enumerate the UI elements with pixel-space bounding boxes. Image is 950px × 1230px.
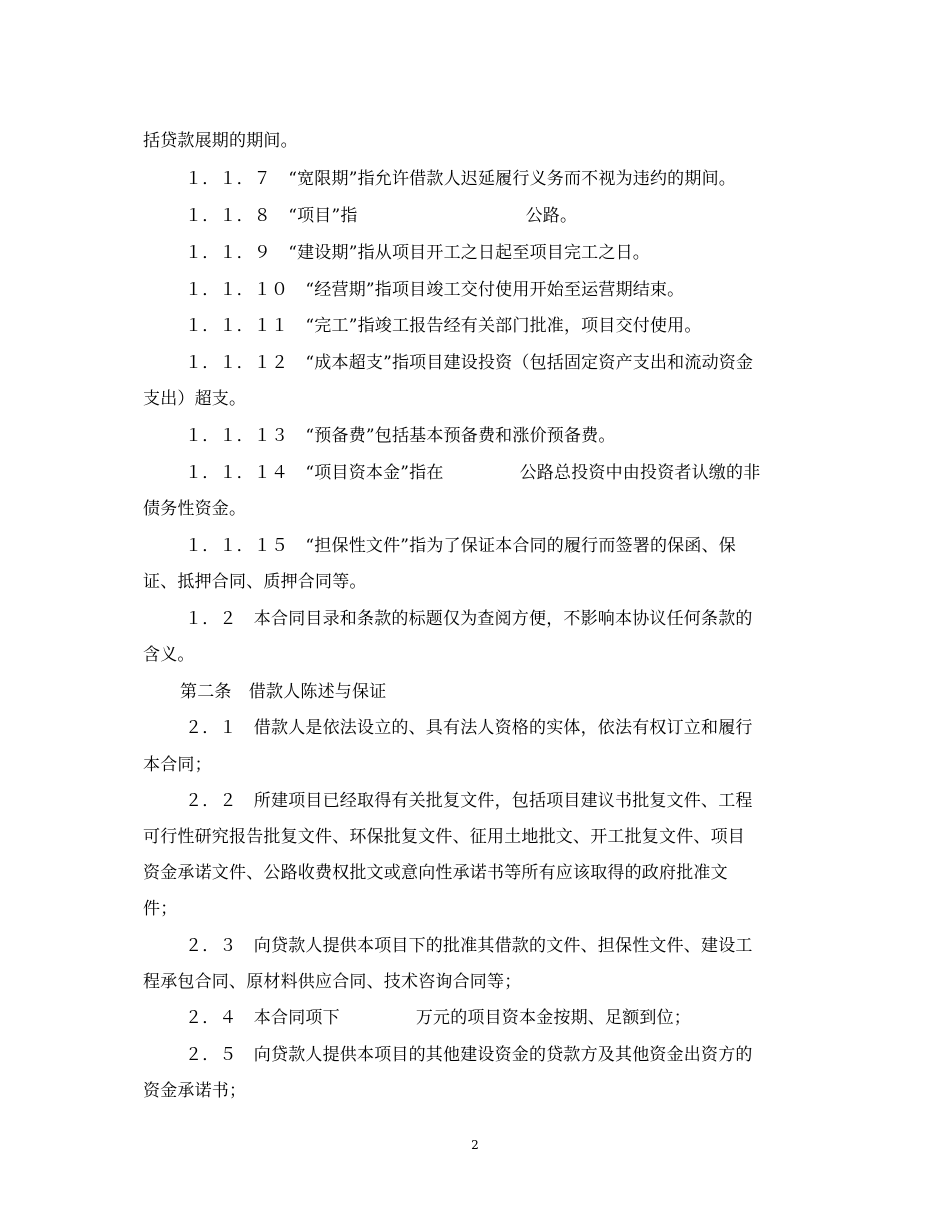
paragraph-line: 债务性资金。 (143, 499, 247, 519)
clause-2-2: ２．２ 所建项目已经取得有关批复文件，包括项目建议书批复文件、工程 (185, 791, 753, 811)
clause-1-1-10: １．１．１０ “经营期”指项目竣工交付使用开始至运营期结束。 (185, 280, 685, 300)
clause-1-1-7: １．１．７ “宽限期”指允许借款人迟延履行义务而不视为违约的期间。 (185, 169, 736, 189)
clause-text: １．１．８ “项目”指 (185, 206, 358, 226)
clause-2-5: ２．５ 向贷款人提供本项目的其他建设资金的贷款方及其他资金出资方的 (185, 1045, 753, 1065)
clause-1-1-9: １．１．９ “建设期”指从项目开工之日起至项目完工之日。 (185, 243, 650, 263)
article-2-heading: 第二条 借款人陈述与保证 (180, 682, 387, 702)
clause-1-1-15: １．１．１５ “担保性文件”指为了保证本合同的履行而签署的保函、保 (185, 536, 736, 556)
clause-1-1-13: １．１．１３ “预备费”包括基本预备费和涨价预备费。 (185, 426, 616, 446)
clause-2-1: ２．１ 借款人是依法设立的、具有法人资格的实体，依法有权订立和履行 (185, 718, 753, 738)
clause-text: 公路总投资中由投资者认缴的非 (519, 463, 761, 483)
clause-text: 万元的项目资本金按期、足额到位； (415, 1008, 692, 1028)
clause-text: １．１．１４ “项目资本金”指在 (185, 463, 444, 483)
paragraph-line: 括贷款展期的期间。 (143, 131, 298, 151)
paragraph-line: 件； (143, 899, 178, 919)
paragraph-line: 含义。 (143, 645, 195, 665)
clause-2-3: ２．３ 向贷款人提供本项目下的批准其借款的文件、担保性文件、建设工 (185, 936, 753, 956)
clause-1-2: １．２ 本合同目录和条款的标题仅为查阅方便，不影响本协议任何条款的 (185, 609, 753, 629)
clause-text: ２．４ 本合同项下 (185, 1008, 340, 1028)
clause-1-1-12: １．１．１２ “成本超支”指项目建设投资（包括固定资产支出和流动资金 (185, 353, 754, 373)
clause-1-1-14 (185, 462, 760, 484)
paragraph-line: 资金承诺书； (143, 1081, 247, 1101)
clause-1-1-11: １．１．１１ “完工”指竣工报告经有关部门批准，项目交付使用。 (185, 316, 702, 336)
clause-text: 公路。 (525, 206, 578, 226)
page-number: 2 (471, 1138, 479, 1152)
clause-1-1-8 (185, 205, 577, 227)
paragraph-line: 本合同； (143, 755, 212, 775)
paragraph-line: 支出）超支。 (143, 389, 247, 409)
paragraph-line: 可行性研究报告批复文件、环保批复文件、征用土地批文、开工批复文件、项目 (143, 827, 745, 847)
clause-2-4 (185, 1007, 691, 1029)
paragraph-line: 资金承诺文件、公路收费权批文或意向性承诺书等所有应该取得的政府批准文 (143, 863, 728, 883)
paragraph-line: 证、抵押合同、质押合同等。 (143, 572, 367, 592)
paragraph-line: 程承包合同、原材料供应合同、技术咨询合同等； (143, 972, 522, 992)
